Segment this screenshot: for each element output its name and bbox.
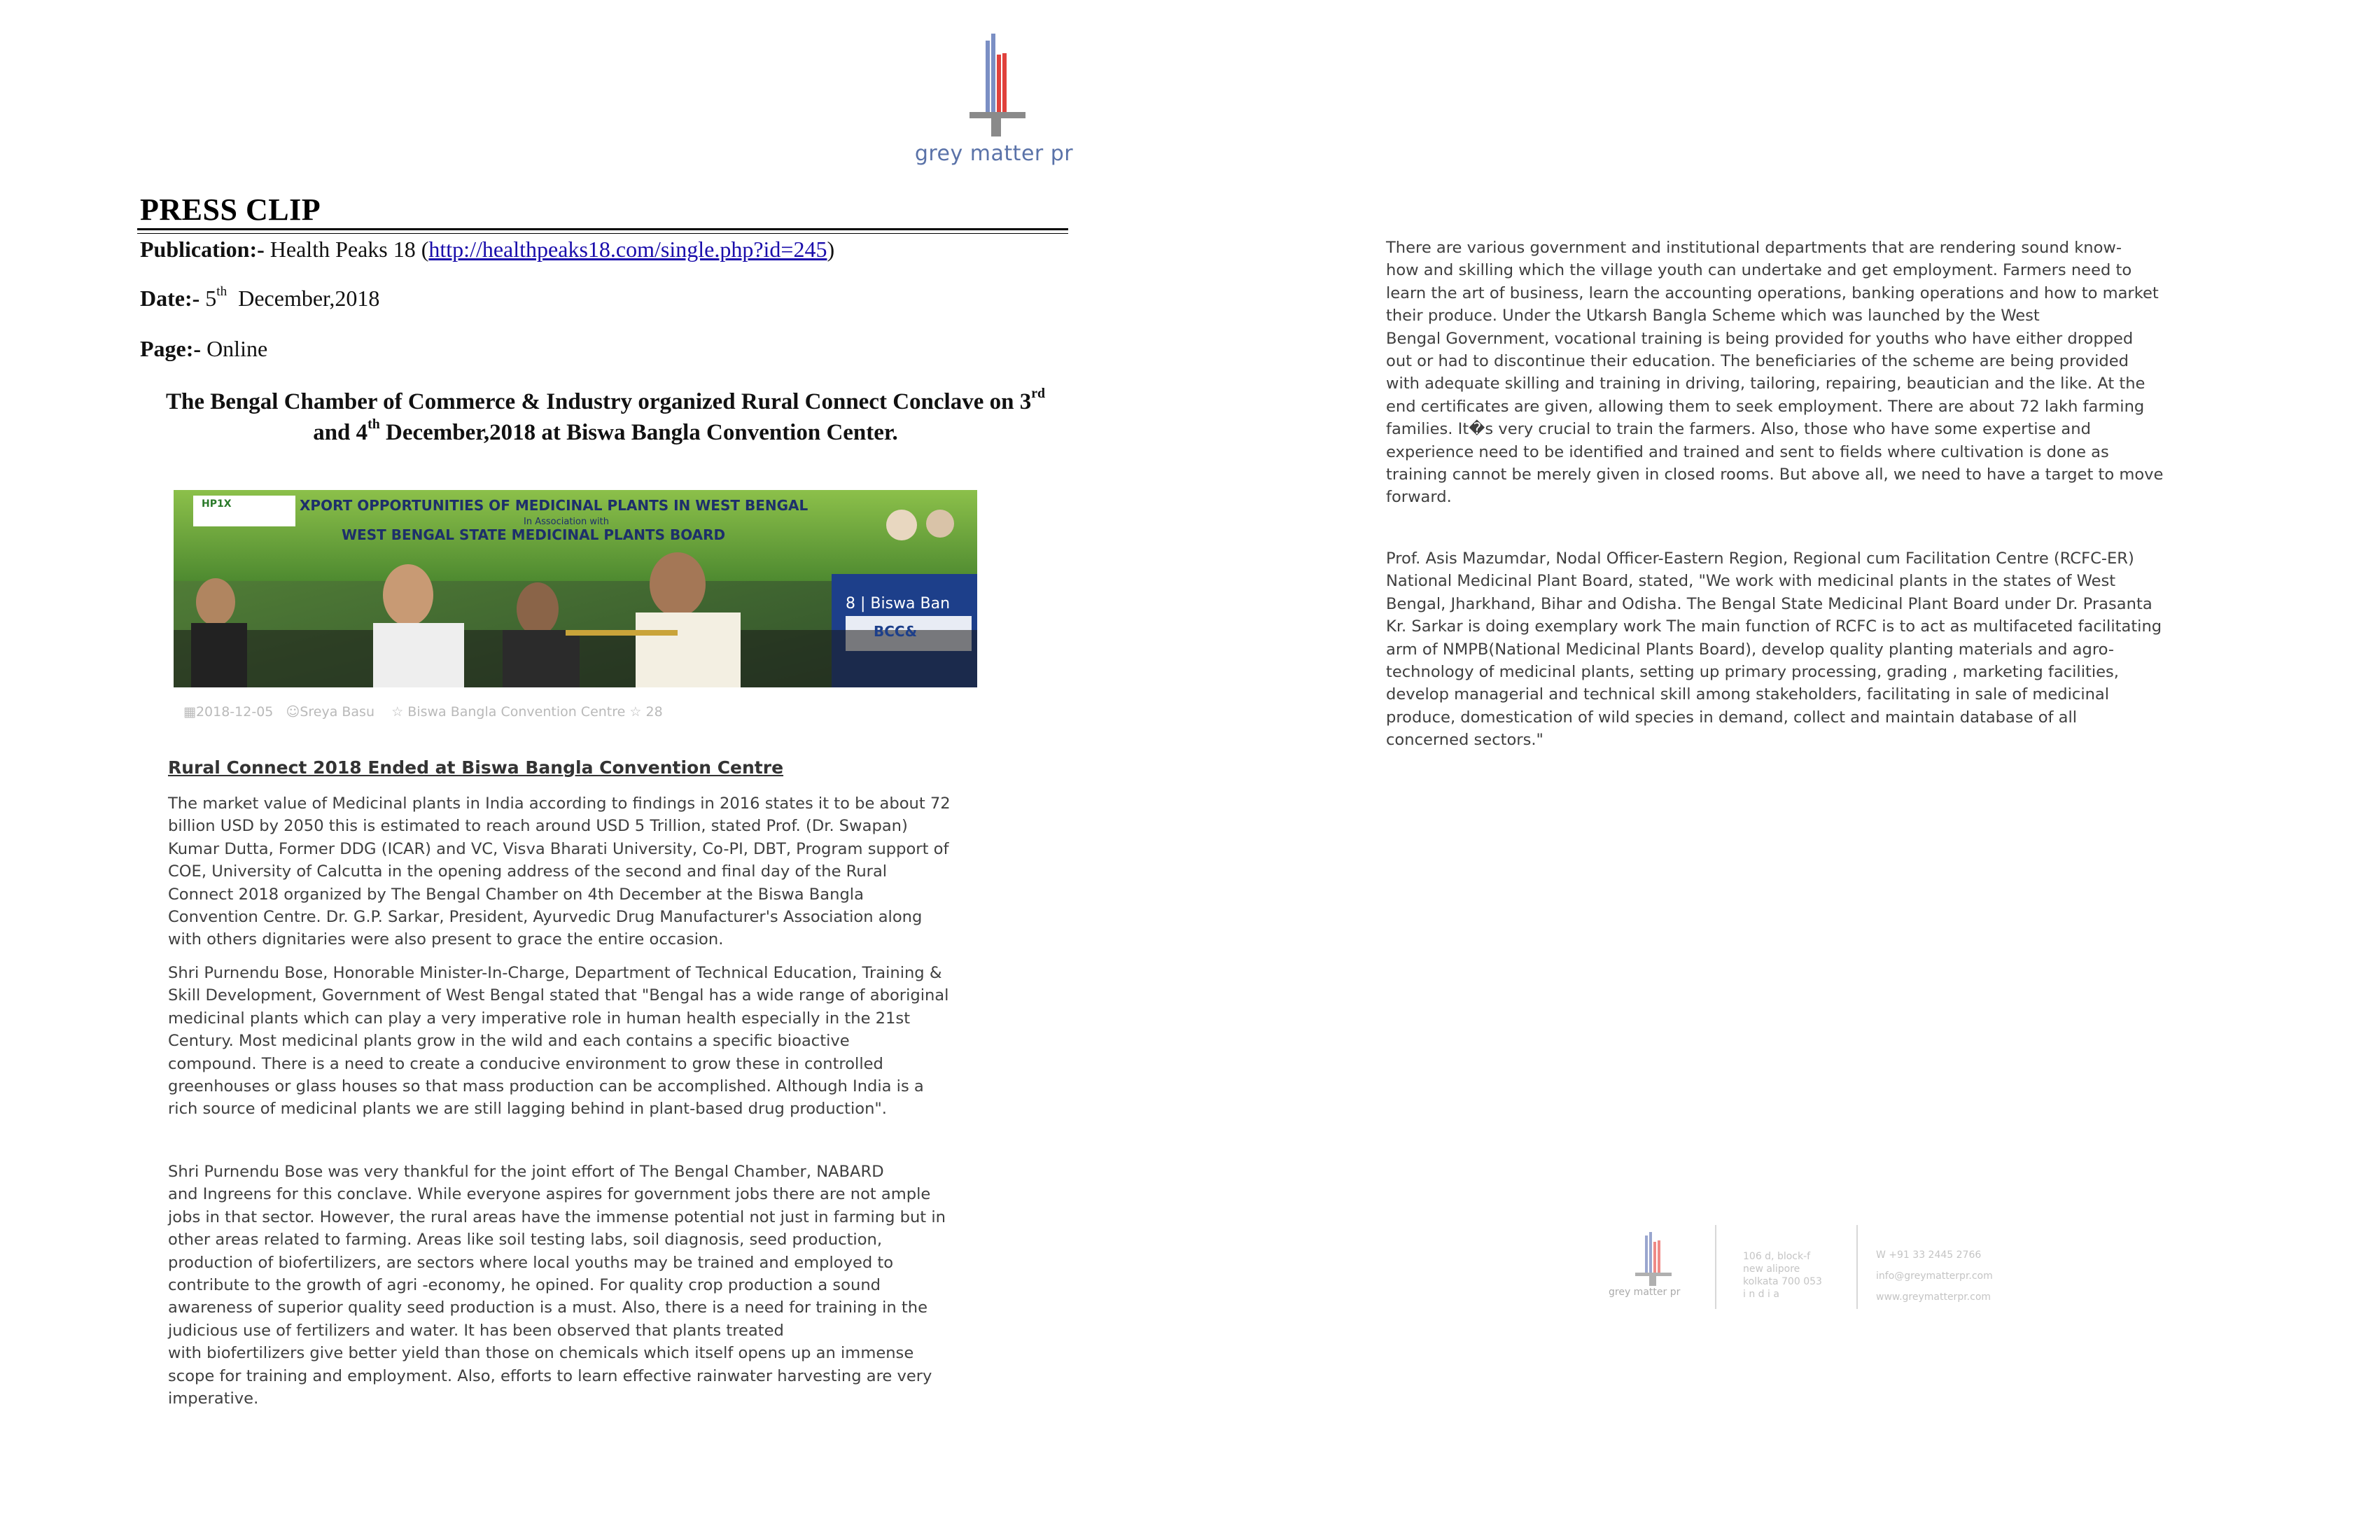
headline xyxy=(140,386,1071,448)
headline-part-3: December,2018 at Biswa Bangla Convention Center. xyxy=(379,420,898,445)
date-day: 5 xyxy=(205,286,217,311)
photo-banner-line-3: WEST BENGAL STATE MEDICINAL PLANTS BOARD xyxy=(342,526,726,543)
date-line xyxy=(140,286,379,312)
views-icon: ☆ xyxy=(629,704,642,720)
headline-part-2: and 4 xyxy=(313,420,368,445)
date-suffix: th xyxy=(216,284,227,299)
date-rest: December,2018 xyxy=(238,286,380,311)
date-label: Date:- xyxy=(140,286,200,311)
post-date: 2018-12-05 xyxy=(195,704,274,720)
grey-matter-logo xyxy=(903,28,1085,175)
post-views: 28 xyxy=(645,704,663,720)
publication-close: ) xyxy=(827,237,835,262)
calendar-icon: ▦ xyxy=(183,704,196,720)
photo-meta xyxy=(183,704,663,720)
footer-divider-1 xyxy=(1715,1225,1716,1309)
article-title[interactable]: Rural Connect 2018 Ended at Biswa Bangla Convention Centre xyxy=(168,757,784,778)
article-paragraph-4: There are various government and institutional departments that are rendering sound know- how and skilling which the village youth can undertake and get employment. Farmers need to learn the art of business, learn the accounting operations, banking operations and how to market their produce. Under the Utkarsh Bangla Scheme which was launched by the West Bengal Government, vocational training is being provided for youths who have either dropped out or had to discontinue their education. The beneficiaries of the scheme are being provided with adequate skilling and training in driving, tailoring, repairing, beautician and the like. At the end certificates are given, allowing them to seek employment. There are about 72 lakh farming families. It�s very crucial to train the farmers. Also, those who have some expertise and experience need to be identified and trained and sent to fields where cultivation is done as training cannot be merely given in closed rooms. But above all, we need to have a target to move forward. xyxy=(1386,239,2164,507)
photo-badge: HP1X xyxy=(202,498,232,510)
headline-sup-1: rd xyxy=(1031,386,1045,402)
article-paragraph-3: Shri Purnendu Bose was very thankful for the joint effort of The Bengal Chamber, NABARD and Ingreens for this conclave. While everyone aspires for government jobs there are not ample jobs in that sector. However, the rural areas have the immense potential not just in farming but in other areas related to farming. Areas like soil testing labs, soil diagnosis, seed production, production of biofertilizers, are sectors where local youths may be trained and employed to contribute to the growth of agri -economy, he opined. For quality crop production a sound awareness of superior quality seed production is a must. Also, there is a need for training in the judicious use of fertilizers and water. It has been observed that plants treated with biofertilizers give better yield than those on chemicals which itself opens up an immense scope for training and employment. Also, efforts to learn effective rainwater harvesting are very imperative. xyxy=(168,1163,946,1408)
page-line xyxy=(140,336,267,362)
photo-bcc-logo: BCC& xyxy=(874,623,918,640)
footer-divider-2 xyxy=(1856,1225,1858,1309)
header-rule-thin xyxy=(137,233,1068,234)
footer-brand: grey matter pr xyxy=(1609,1287,1681,1298)
footer-logo-icon xyxy=(1617,1232,1687,1288)
page-value: Online xyxy=(206,336,268,361)
page-title: PRESS CLIP xyxy=(140,192,321,227)
publication-line xyxy=(140,237,834,262)
event-photo xyxy=(174,490,977,687)
header-rule xyxy=(137,228,1068,230)
publication-label: Publication:- xyxy=(140,237,265,262)
logo-brand-text: grey matter pr xyxy=(914,141,1074,166)
headline-part-1: The Bengal Chamber of Commerce & Industry organized Rural Connect Conclave on 3 xyxy=(166,389,1032,414)
photo-side-text: 8 | Biswa Ban xyxy=(846,595,951,612)
article-paragraph-5: Prof. Asis Mazumdar, Nodal Officer-Eastern Region, Regional cum Facilitation Centre (RCFC-ER) National Medicinal Plant Board, stated, "We work with medicinal plants in the states of West Bengal, Jharkhand, Bihar and Odisha. The Bengal State Medicinal Plant Board under Dr. Prasanta Kr. Sarkar is doing exemplary work The main function of RCFC is to act as multifaceted facilitating arm of NMPB(National Medicinal Plants Board), develop quality planting materials and agro- technology of medicinal plants, setting up primary processing, grading , marketing facilities, develop managerial and technical skill among stakeholders, facilitating in sale of medicinal produce, domestication of wild species in demand, collect and maintain database of all concerned sectors." xyxy=(1386,550,2162,750)
page-label: Page:- xyxy=(140,336,202,361)
post-location: Biswa Bangla Convention Centre xyxy=(407,704,626,720)
footer-contact: W +91 33 2445 2766 info@greymatterpr.com www.greymatterpr.com xyxy=(1876,1250,1993,1303)
logo-mark-icon xyxy=(945,34,1043,139)
article-paragraph-2: Shri Purnendu Bose, Honorable Minister-In-Charge, Department of Technical Education, Training & Skill Development, Government of West Bengal stated that "Bengal has a wide range of aboriginal medicinal plants which can play a very imperative role in human health especially in the 21st Century. Most medicinal plants grow in the wild and each contains a specific bioactive compound. There is a need to create a conducive environment to grow these in controlled greenhouses or glass houses so that mass production can be accomplished. Although India is a rich source of medicinal plants we are still lagging behind in plant-based drug production". xyxy=(168,964,949,1119)
photo-banner-line-1: XPORT OPPORTUNITIES OF MEDICINAL PLANTS IN WEST BENGAL xyxy=(300,497,808,514)
article-paragraph-1: The market value of Medicinal plants in India according to findings in 2016 states it to be about 72 billion USD by 2050 this is estimated to reach around USD 5 Trillion, stated Prof. (Dr. Swapan) Kumar Dutta, Former DDG (ICAR) and VC, Visva Bharati University, Co-PI, DBT, Program support of COE, University of Calcutta in the opening address of the second and final day of the Rural Connect 2018 organized by The Bengal Chamber on 4th December at the Biswa Bangla Convention Centre. Dr. G.P. Sarkar, President, Ayurvedic Drug Manufacturer's Association along with others dignitaries were also present to grace the entire occasion. xyxy=(168,794,951,949)
post-author: Sreya Basu xyxy=(300,704,375,720)
location-icon: ☆ xyxy=(391,704,404,720)
publication-link[interactable]: http://healthpeaks18.com/single.php?id=245 xyxy=(428,237,827,262)
photo-banner-line-2: In Association with xyxy=(524,517,609,527)
footer-address: 106 d, block-f new alipore kolkata 700 053 i n d i a xyxy=(1743,1251,1822,1300)
user-icon: ☺ xyxy=(286,704,300,720)
headline-sup-2: th xyxy=(368,416,380,433)
footer-letterhead xyxy=(1603,1183,2058,1323)
publication-name: Health Peaks 18 ( xyxy=(270,237,429,262)
